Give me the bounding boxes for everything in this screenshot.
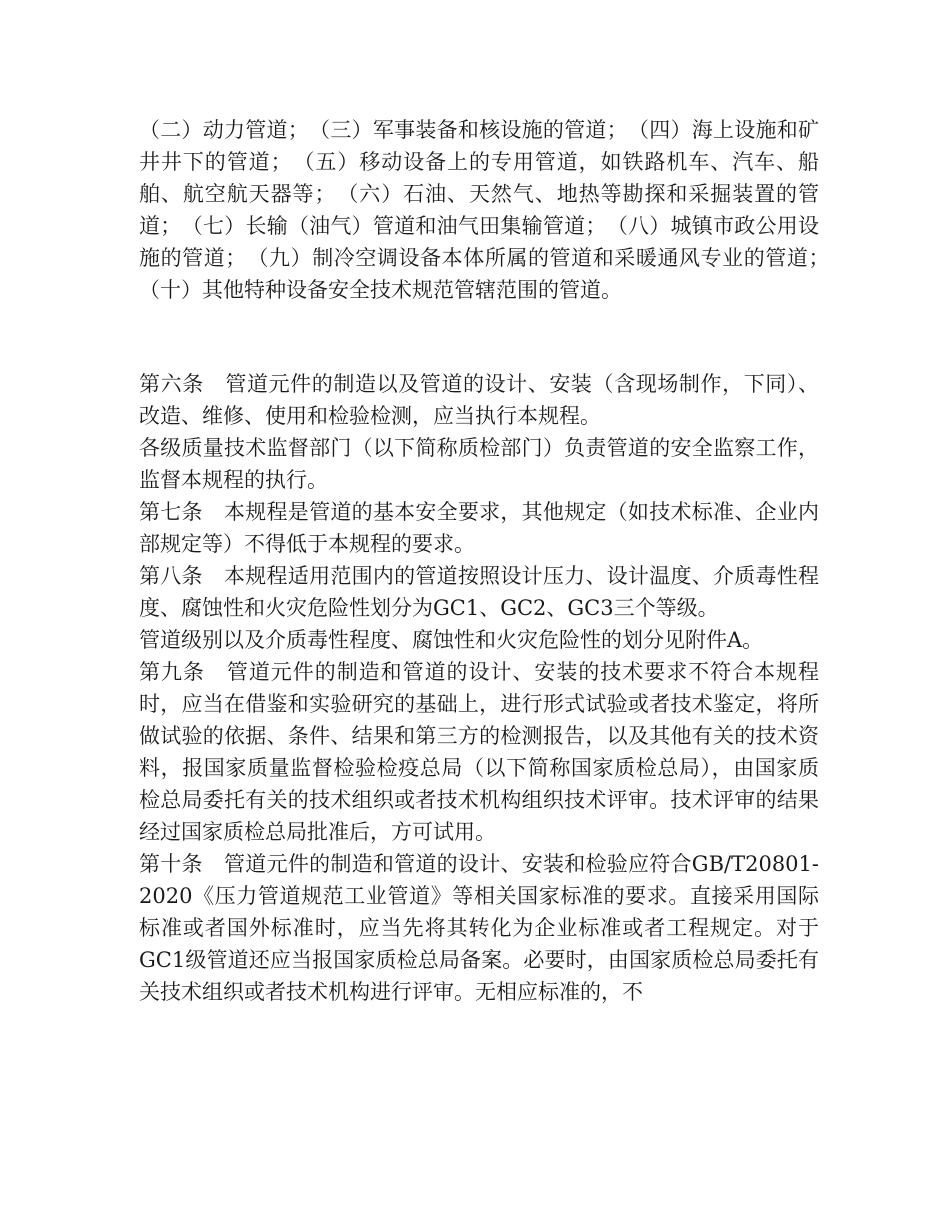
paragraph-article-10: 第十条 管道元件的制造和管道的设计、安装和检验应符合GB/T20801-2020《压力管道规范工业管道》等相关国家标准的要求。直接采用国际标准或者国外标准时，应当先将其转化为企业标准或者工程规定。对于GC1级管道还应当报国家质检总局备案。必要时，由国家质检总局委托有关技术组织或者技术机构进行评审。无相应标准的，不 <box>139 852 819 1004</box>
paragraph-article-6: 第六条 管道元件的制造以及管道的设计、安装（含现场制作，下同）、改造、维修、使用和检验检测，应当执行本规程。 <box>139 372 819 428</box>
paragraph-group-pipe-exclusions <box>139 114 840 306</box>
paragraph-classification-annex: 管道级别以及介质毒性程度、腐蚀性和火灾危险性的划分见附件A。 <box>139 628 764 652</box>
paragraph-article-7: 第七条 本规程是管道的基本安全要求，其他规定（如技术标准、企业内部规定等）不得低于本规程的要求。 <box>139 500 819 556</box>
paragraph-article-8: 第八条 本规程适用范围内的管道按照设计压力、设计温度、介质毒性程度、腐蚀性和火灾危险性划分为GC1、GC2、GC3三个等级。 <box>139 564 819 620</box>
paragraph-supervision: 各级质量技术监督部门（以下简称质检部门）负责管道的安全监察工作，监督本规程的执行。 <box>139 436 819 492</box>
paragraph-group-articles <box>139 368 819 1008</box>
paragraph-excluded-pipes: （二）动力管道； （三）军事装备和核设施的管道； （四）海上设施和矿井井下的管道； （五）移动设备上的专用管道，如铁路机车、汽车、船舶、航空航天器等； （六）石油、天然气、地热等勘探和采掘装置的管道； （七）长输（油气）管道和油气田集输管道； （八）城镇市政公用设施的管道； （九）制冷空调设备本体所属的管道和采暖通风专业的管道； （十）其他特种设备安全技术规范管辖范围的管道。 <box>139 118 840 302</box>
paragraph-article-9: 第九条 管道元件的制造和管道的设计、安装的技术要求不符合本规程时，应当在借鉴和实验研究的基础上，进行形式试验或者技术鉴定，将所做试验的依据、条件、结果和第三方的检测报告，以及其他有关的技术资料，报国家质量监督检验检疫总局（以下简称国家质检总局），由国家质检总局委托有关的技术组织或者技术机构组织技术评审。技术评审的结果经过国家质检总局批准后，方可试用。 <box>139 660 819 844</box>
